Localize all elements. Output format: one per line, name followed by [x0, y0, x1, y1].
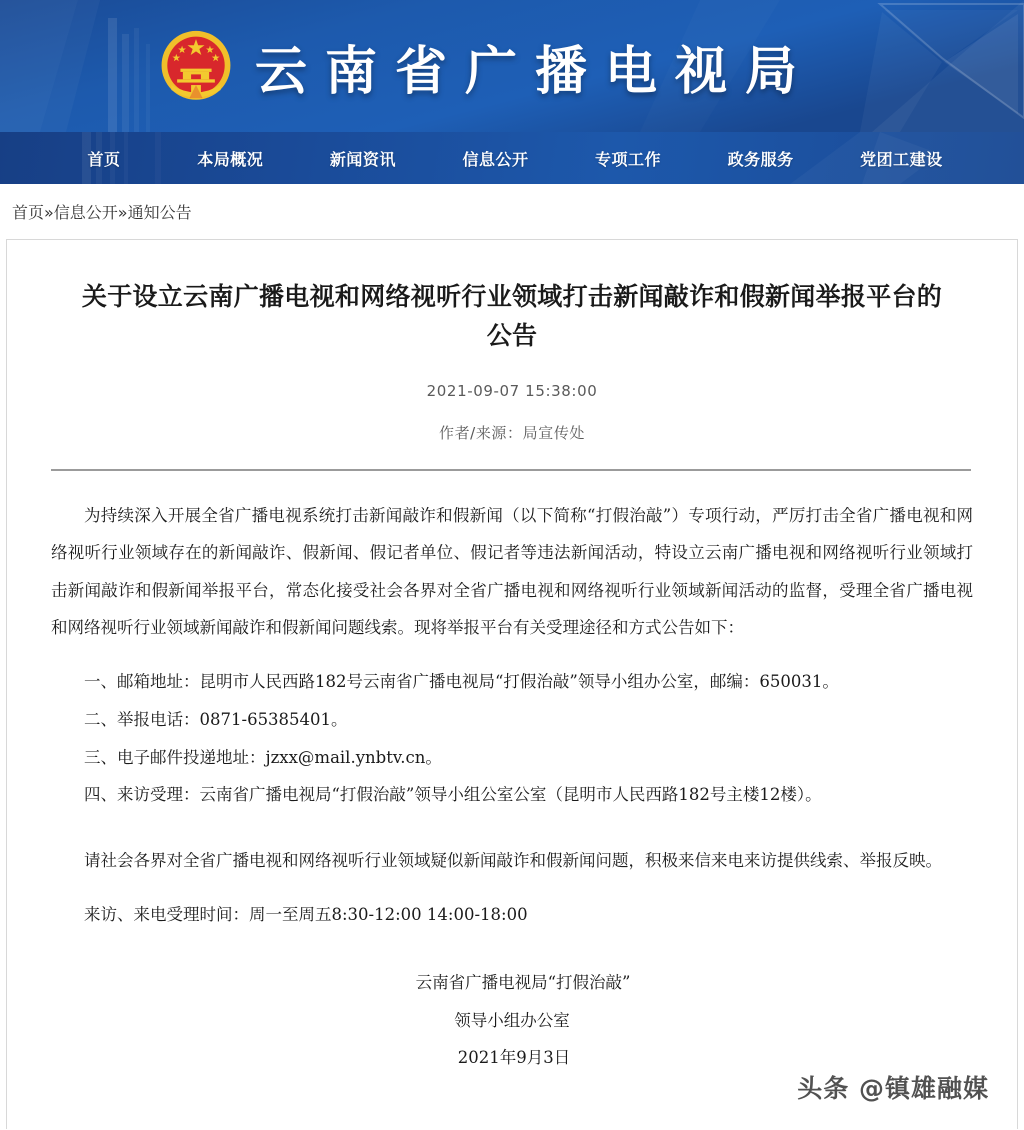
main-navigation: [0, 132, 1024, 184]
spacer: [51, 814, 973, 836]
article-source: 作者/来源：局宣传处: [438, 423, 586, 442]
signature-org: 云南省广播电视局“打假治敲”: [415, 972, 631, 992]
watermark: 头条 @镇雄融媒: [797, 1074, 989, 1103]
list-item: 三、电子邮件投递地址：jzxx@mail.ynbtv.cn。: [84, 747, 442, 767]
nav-item-party[interactable]: 党团工建设: [860, 149, 943, 169]
article-closing-paragraph: 请社会各界对全省广播电视和网络视听行业领域疑似新闻敲诈和假新闻问题，积极来信来电来访提供线索、举报反映。: [84, 850, 942, 870]
nav-item-about[interactable]: 本局概况: [197, 149, 264, 169]
breadcrumb-bar: [0, 184, 1024, 239]
article-card: [6, 239, 1018, 1129]
list-item: 二、举报电话：0871-65385401。: [84, 710, 348, 730]
breadcrumb[interactable]: 首页»信息公开»通知公告: [12, 203, 192, 222]
page-title: 关于设立云南广播电视和网络视听行业领域打击新闻敲诈和假新闻举报平台的公告: [81, 282, 943, 350]
site-banner: [0, 0, 1024, 132]
office-hours: 来访、来电受理时间：周一至周五8:30-12:00 14:00-18:00: [84, 904, 528, 924]
nav-item-news[interactable]: 新闻资讯: [329, 149, 396, 169]
article-timestamp: 2021-09-07 15:38:00: [426, 381, 598, 400]
site-title: 云南省广播电视局: [255, 41, 816, 102]
nav-item-home[interactable]: 首页: [87, 149, 121, 169]
header-divider: [51, 469, 971, 471]
signature-date: 2021年9月3日: [457, 1048, 571, 1068]
list-item: 四、来访受理：云南省广播电视局“打假治敲”领导小组公室公室（昆明市人民西路182号主楼12楼）。: [84, 785, 822, 805]
signature-block: [51, 964, 973, 1078]
national-emblem-icon: [155, 26, 237, 108]
nav-item-services[interactable]: 政务服务: [727, 149, 794, 169]
list-item: 一、邮箱地址：昆明市人民西路182号云南省广播电视局“打假治敲”领导小组办公室，邮编：650031。: [84, 672, 839, 692]
nav-item-openinfo[interactable]: 信息公开: [462, 149, 529, 169]
signature-dept: 领导小组办公室: [454, 1010, 570, 1030]
nav-item-projects[interactable]: 专项工作: [595, 149, 662, 169]
article-intro-paragraph: 为持续深入开展全省广播电视系统打击新闻敲诈和假新闻（以下简称“打假治敲”）专项行动，严厉打击全省广播电视和网络视听行业领域存在的新闻敲诈、假新闻、假记者单位、假记者等违法新闻活动，特设立云南广播电视和网络视听行业领域打击新闻敲诈和假新闻举报平台，常态化接受社会各界对全省广播电视和网络视听行业领域新闻活动的监督，受理全省广播电视和网络视听行业领域新闻敲诈和假新闻问题线索。现将举报平台有关受理途径和方式公告如下：: [51, 505, 973, 638]
contact-channel-list: [51, 663, 973, 813]
